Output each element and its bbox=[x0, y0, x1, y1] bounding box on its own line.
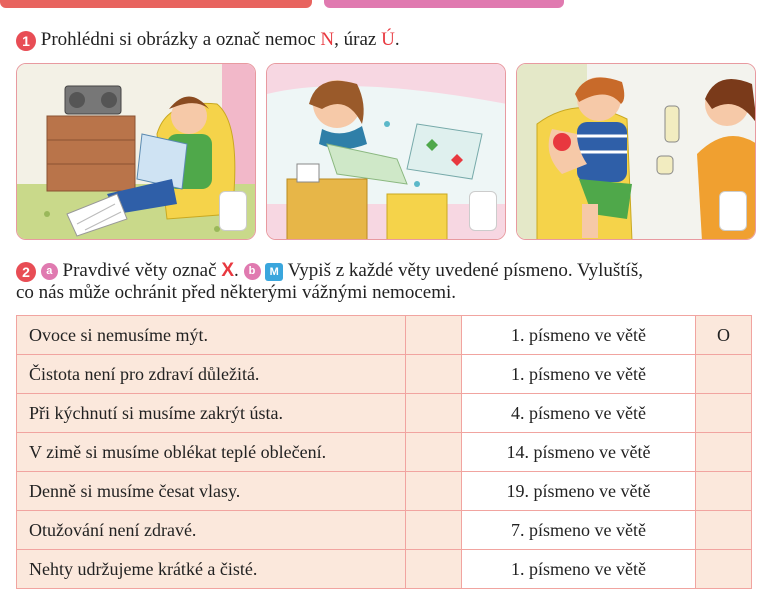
hint-cell: 1. písmeno ve větě bbox=[462, 316, 696, 355]
answer-box-3[interactable] bbox=[719, 191, 747, 231]
task1-number-badge: 1 bbox=[16, 31, 36, 51]
sentence-cell: Při kýchnutí si musíme zakrýt ústa. bbox=[17, 394, 406, 433]
answer-box-1[interactable] bbox=[219, 191, 247, 231]
answer-cell[interactable] bbox=[696, 511, 752, 550]
picture-boy-broken-leg bbox=[16, 63, 256, 240]
mark-cell[interactable] bbox=[406, 433, 462, 472]
answer-cell[interactable] bbox=[696, 394, 752, 433]
mark-cell[interactable] bbox=[406, 355, 462, 394]
sentence-table bbox=[16, 315, 752, 589]
mark-cell[interactable] bbox=[406, 316, 462, 355]
m-badge-icon: M bbox=[265, 263, 283, 281]
mark-cell[interactable] bbox=[406, 550, 462, 589]
answer-cell[interactable] bbox=[696, 355, 752, 394]
table-row bbox=[17, 316, 752, 355]
sentence-cell: Čistota není pro zdraví důležitá. bbox=[17, 355, 406, 394]
letter-u: Ú bbox=[381, 29, 395, 50]
table-row bbox=[17, 550, 752, 589]
table-row bbox=[17, 511, 752, 550]
picture-girl-injured-knee bbox=[516, 63, 756, 240]
answer-cell[interactable] bbox=[696, 550, 752, 589]
letter-n: N bbox=[320, 29, 335, 50]
mark-cell[interactable] bbox=[406, 472, 462, 511]
table-row bbox=[17, 472, 752, 511]
sentence-cell: Otužování není zdravé. bbox=[17, 511, 406, 550]
picture-girl-sick-in-bed bbox=[266, 63, 506, 240]
x-mark: X bbox=[221, 260, 234, 281]
mark-cell[interactable] bbox=[406, 394, 462, 433]
hint-cell: 4. písmeno ve větě bbox=[462, 394, 696, 433]
hint-cell: 19. písmeno ve větě bbox=[462, 472, 696, 511]
task1-instruction: 1 Prohlédni si obrázky a označ nemoc N, úraz Ú. bbox=[16, 29, 400, 51]
table-row bbox=[17, 394, 752, 433]
table-row bbox=[17, 433, 752, 472]
sentence-cell: Denně si musíme česat vlasy. bbox=[17, 472, 406, 511]
answer-cell[interactable]: O bbox=[696, 316, 752, 355]
hint-cell: 1. písmeno ve větě bbox=[462, 355, 696, 394]
hint-cell: 14. písmeno ve větě bbox=[462, 433, 696, 472]
table-row bbox=[17, 355, 752, 394]
answer-box-2[interactable] bbox=[469, 191, 497, 231]
subtask-b-badge: b bbox=[244, 263, 261, 280]
subtask-a-badge: a bbox=[41, 263, 58, 280]
mark-cell[interactable] bbox=[406, 511, 462, 550]
answer-cell[interactable] bbox=[696, 472, 752, 511]
header-bar-left bbox=[0, 0, 312, 8]
hint-cell: 7. písmeno ve větě bbox=[462, 511, 696, 550]
task2-number-badge: 2 bbox=[16, 262, 36, 282]
sentence-cell: Ovoce si nemusíme mýt. bbox=[17, 316, 406, 355]
task2-instruction: 2 a Pravdivé věty označ X. b M Vypiš z každé věty uvedené písmeno. Vyluštíš, co nás může ochránit před některými vážnými nemocemi. bbox=[16, 260, 643, 303]
header-bar-right bbox=[324, 0, 564, 8]
sentence-cell: V zimě si musíme oblékat teplé oblečení. bbox=[17, 433, 406, 472]
answer-cell[interactable] bbox=[696, 433, 752, 472]
sentence-cell: Nehty udržujeme krátké a čisté. bbox=[17, 550, 406, 589]
hint-cell: 1. písmeno ve větě bbox=[462, 550, 696, 589]
